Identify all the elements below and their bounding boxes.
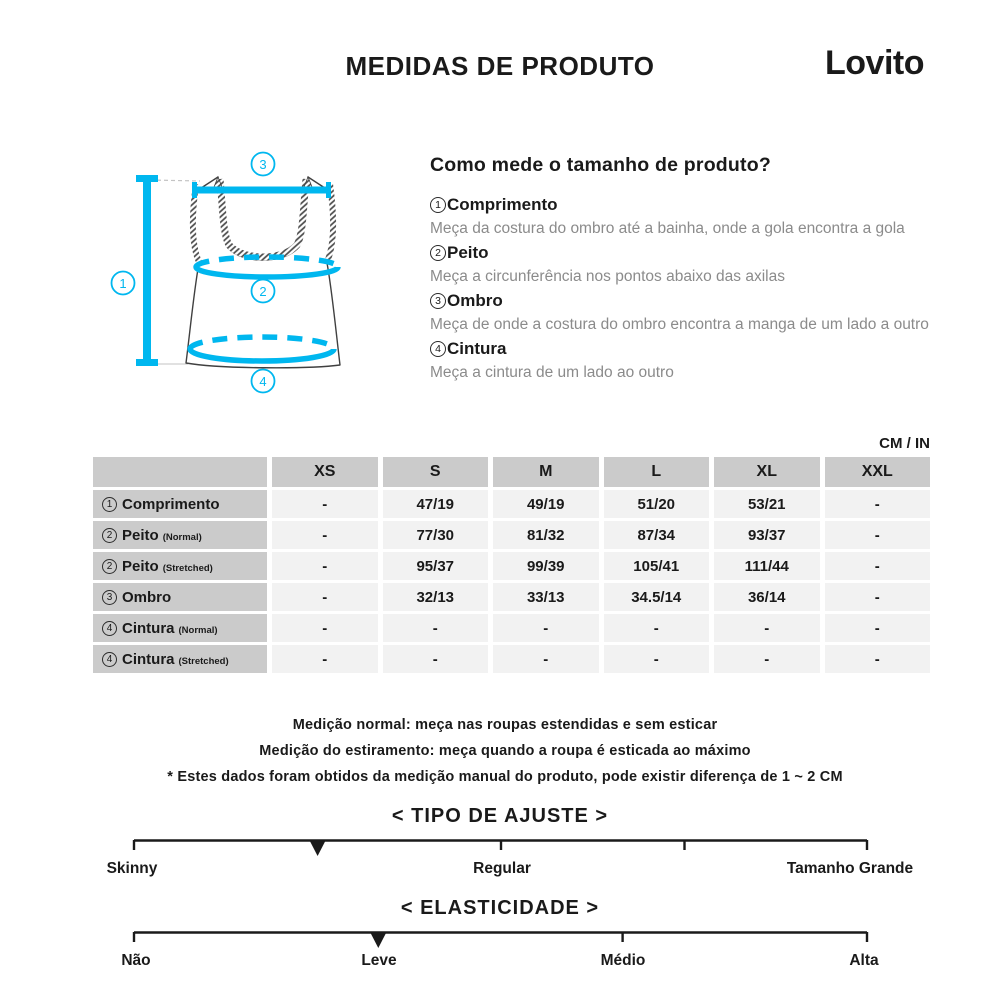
note-line: Medição normal: meça nas roupas estendidas e sem esticar [292,717,718,733]
brand-logo: Lovito [825,44,924,82]
elasticity-label-light: Leve [361,952,397,969]
row-header [93,645,267,673]
table-cell: - [383,645,489,673]
table-cell: - [493,645,599,673]
circled-number: 3 [102,590,117,605]
elasticity-label-medium: Médio [600,952,646,969]
marker-2 [252,280,275,303]
svg-text:1: 1 [119,276,127,291]
table-cell: 81/32 [493,521,599,549]
unit-label: CM / IN [879,435,930,452]
row-label: Cintura [122,650,175,668]
table-cell: - [825,490,931,518]
table-cell: - [272,521,378,549]
row-label-sub: (Normal) [178,625,218,636]
garment-diagram [90,150,410,410]
table-cell: - [272,583,378,611]
table-cell: - [272,552,378,580]
elasticity-scale [0,928,1000,976]
row-label: Comprimento [122,495,220,513]
row-label: Ombro [122,588,172,606]
guide-item-desc: Meça a circunferência nos pontos abaixo das axilas [430,268,785,285]
guide-item-label [430,289,978,313]
guide-item-desc: Meça da costura do ombro até a bainha, onde a gola encontra a gola [430,220,905,237]
table-cell: 111/44 [714,552,820,580]
table-cell: 99/39 [493,552,599,580]
fit-marker-triangle [310,841,326,857]
row-label-sub: (Normal) [162,532,202,543]
circled-number: 4 [102,652,117,667]
column-header: S [383,457,489,487]
table-cell: 53/21 [714,490,820,518]
row-header [93,583,267,611]
row-label: Cintura [122,619,175,637]
marker-3 [252,153,275,176]
row-header [93,521,267,549]
page-title: MEDIDAS DE PRODUTO [345,51,655,81]
table-cell: - [825,521,931,549]
table-cell: 49/19 [493,490,599,518]
table-cell: 47/19 [383,490,489,518]
table-cell: - [272,614,378,642]
table-cell: 105/41 [604,552,710,580]
circled-number: 2 [102,559,117,574]
guide-item-title: Peito [447,243,489,262]
circled-number: 1 [102,497,117,512]
table-cell: - [383,614,489,642]
table-cell: - [272,490,378,518]
table-cell: - [493,614,599,642]
circled-number: 4 [430,341,446,357]
svg-text:4: 4 [259,374,267,389]
marker-1 [112,272,135,295]
guide-item-label [430,337,978,361]
note-line: * Estes dados foram obtidos da medição manual do produto, pode existir diferença de 1 ~ 2 CM [167,769,843,785]
table-cell: 87/34 [604,521,710,549]
guide-item-title: Cintura [447,339,507,358]
table-cell: - [604,614,710,642]
measure-guide [430,154,978,385]
table-cell: 93/37 [714,521,820,549]
marker-4 [252,370,275,393]
row-header [93,614,267,642]
svg-text:2: 2 [259,284,267,299]
row-label: Peito [122,526,159,544]
table-cell: - [825,583,931,611]
elasticity-label-high: Alta [849,952,879,969]
fit-scale [0,836,1000,884]
table-corner-cell [93,457,267,487]
guide-item-title: Ombro [447,291,503,310]
size-table [93,457,930,673]
column-header: M [493,457,599,487]
table-cell: - [825,552,931,580]
elasticity-label-none: Não [121,952,151,969]
table-cell: - [825,645,931,673]
table-cell: 51/20 [604,490,710,518]
measurement-notes [5,712,1000,790]
circled-number: 3 [430,293,446,309]
note-line: Medição do estiramento: meça quando a roupa é esticada ao máximo [259,743,751,759]
guide-item-desc: Meça de onde a costura do ombro encontra a manga de um lado a outro [430,316,929,333]
column-header: XS [272,457,378,487]
table-cell: 32/13 [383,583,489,611]
elasticity-marker-triangle [370,933,386,949]
svg-text:3: 3 [259,157,267,172]
table-cell: 77/30 [383,521,489,549]
table-cell: 33/13 [493,583,599,611]
row-label-sub: (Stretched) [178,656,229,667]
table-cell: 34.5/14 [604,583,710,611]
row-label-sub: (Stretched) [162,563,213,574]
fit-label-skinny: Skinny [106,860,158,877]
circled-number: 2 [430,245,446,261]
table-cell: - [825,614,931,642]
table-cell: - [714,614,820,642]
table-cell: - [714,645,820,673]
guide-item-desc: Meça a cintura de um lado ao outro [430,364,674,381]
guide-item-label [430,193,978,217]
guide-item-title: Comprimento [447,195,558,214]
circled-number: 2 [102,528,117,543]
row-label: Peito [122,557,159,575]
table-cell: 36/14 [714,583,820,611]
column-header: XL [714,457,820,487]
row-header [93,490,267,518]
column-header: L [604,457,710,487]
fit-label-regular: Regular [473,860,531,877]
fit-label-plus: Tamanho Grande [786,860,914,877]
row-header [93,552,267,580]
column-header: XXL [825,457,931,487]
fit-scale-heading: < TIPO DE AJUSTE > [391,805,609,827]
guide-heading: Como mede o tamanho de produto? [430,154,771,176]
table-cell: 95/37 [383,552,489,580]
elasticity-scale-heading: < ELASTICIDADE > [400,897,600,919]
circled-number: 4 [102,621,117,636]
guide-item-label [430,241,978,265]
table-cell: - [272,645,378,673]
circled-number: 1 [430,197,446,213]
table-cell: - [604,645,710,673]
